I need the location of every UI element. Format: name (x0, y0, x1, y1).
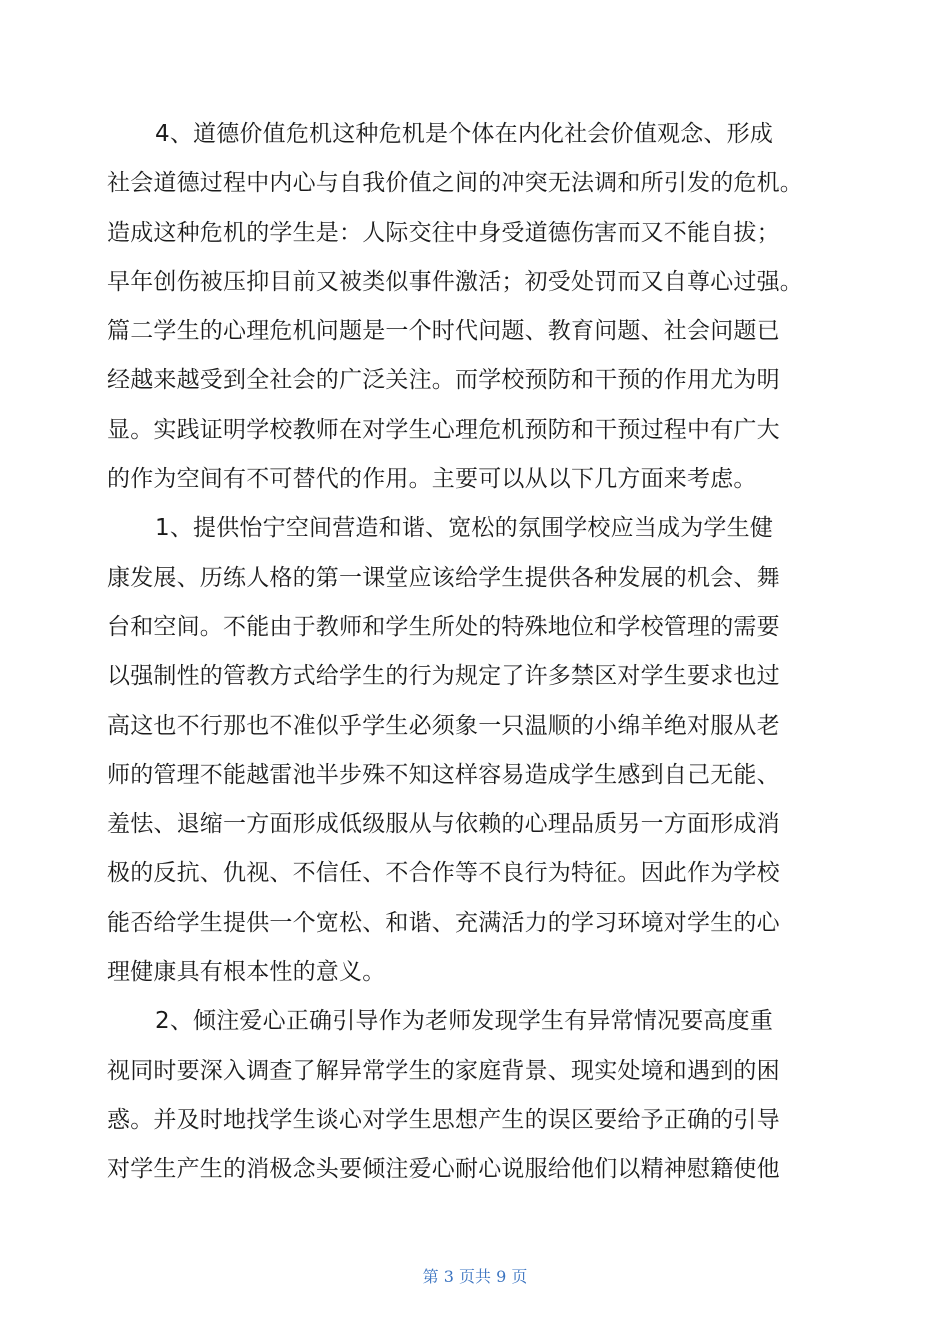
paragraph-line: 社会道德过程中内心与自我价值之间的冲突无法调和所引发的危机。 (107, 170, 803, 197)
paragraph-line: 的作为空间有不可替代的作用。主要可以从以下几方面来考虑。 (107, 466, 757, 493)
paragraph-line: 显。实践证明学校教师在对学生心理危机预防和干预过程中有广大 (107, 416, 780, 443)
paragraph-line: 视同时要深入调查了解异常学生的家庭背景、现实处境和遇到的困 (107, 1057, 780, 1084)
paragraph-first-line: 2、倾注爱心正确引导作为老师发现学生有异常情况要高度重 (155, 1008, 774, 1035)
paragraph-line: 造成这种危机的学生是：人际交往中身受道德伤害而又不能自拔； (107, 219, 780, 246)
paragraph-first-line: 4、道德价值危机这种危机是个体在内化社会价值观念、形成 (155, 121, 774, 147)
page-number: 第 3 页共 9 页 (422, 1267, 528, 1286)
paragraph-line: 高这也不行那也不准似乎学生必须象一只温顺的小绵羊绝对服从老 (107, 712, 780, 739)
paragraph-line: 经越来越受到全社会的广泛关注。而学校预防和干预的作用尤为明 (107, 367, 780, 394)
paragraph-line: 篇二学生的心理危机问题是一个时代问题、教育问题、社会问题已 (107, 318, 780, 345)
paragraph-line: 以强制性的管教方式给学生的行为规定了许多禁区对学生要求也过 (107, 663, 780, 690)
paragraph-line: 能否给学生提供一个宽松、和谐、充满活力的学习环境对学生的心 (107, 909, 780, 936)
paragraph-line: 早年创伤被压抑目前又被类似事件激活；初受处罚而又自尊心过强。 (107, 268, 803, 295)
paragraph-line: 理健康具有根本性的意义。 (107, 959, 386, 986)
paragraph-line: 师的管理不能越雷池半步殊不知这样容易造成学生感到自己无能、 (107, 761, 780, 788)
document-body (107, 110, 842, 1195)
paragraph-first-line: 1、提供怡宁空间营造和谐、宽松的氛围学校应当成为学生健 (155, 515, 774, 542)
paragraph-line: 惑。并及时地找学生谈心对学生思想产生的误区要给予正确的引导 (107, 1106, 780, 1133)
paragraph-line: 康发展、历练人格的第一课堂应该给学生提供各种发展的机会、舞 (107, 564, 780, 591)
paragraph-line: 羞怯、退缩一方面形成低级服从与依赖的心理品质另一方面形成消 (107, 811, 780, 838)
paragraph-line: 对学生产生的消极念头要倾注爱心耐心说服给他们以精神慰籍使他 (107, 1156, 780, 1183)
paragraph-line: 台和空间。不能由于教师和学生所处的特殊地位和学校管理的需要 (107, 613, 780, 640)
paragraph-line: 极的反抗、仇视、不信任、不合作等不良行为特征。因此作为学校 (107, 860, 780, 887)
